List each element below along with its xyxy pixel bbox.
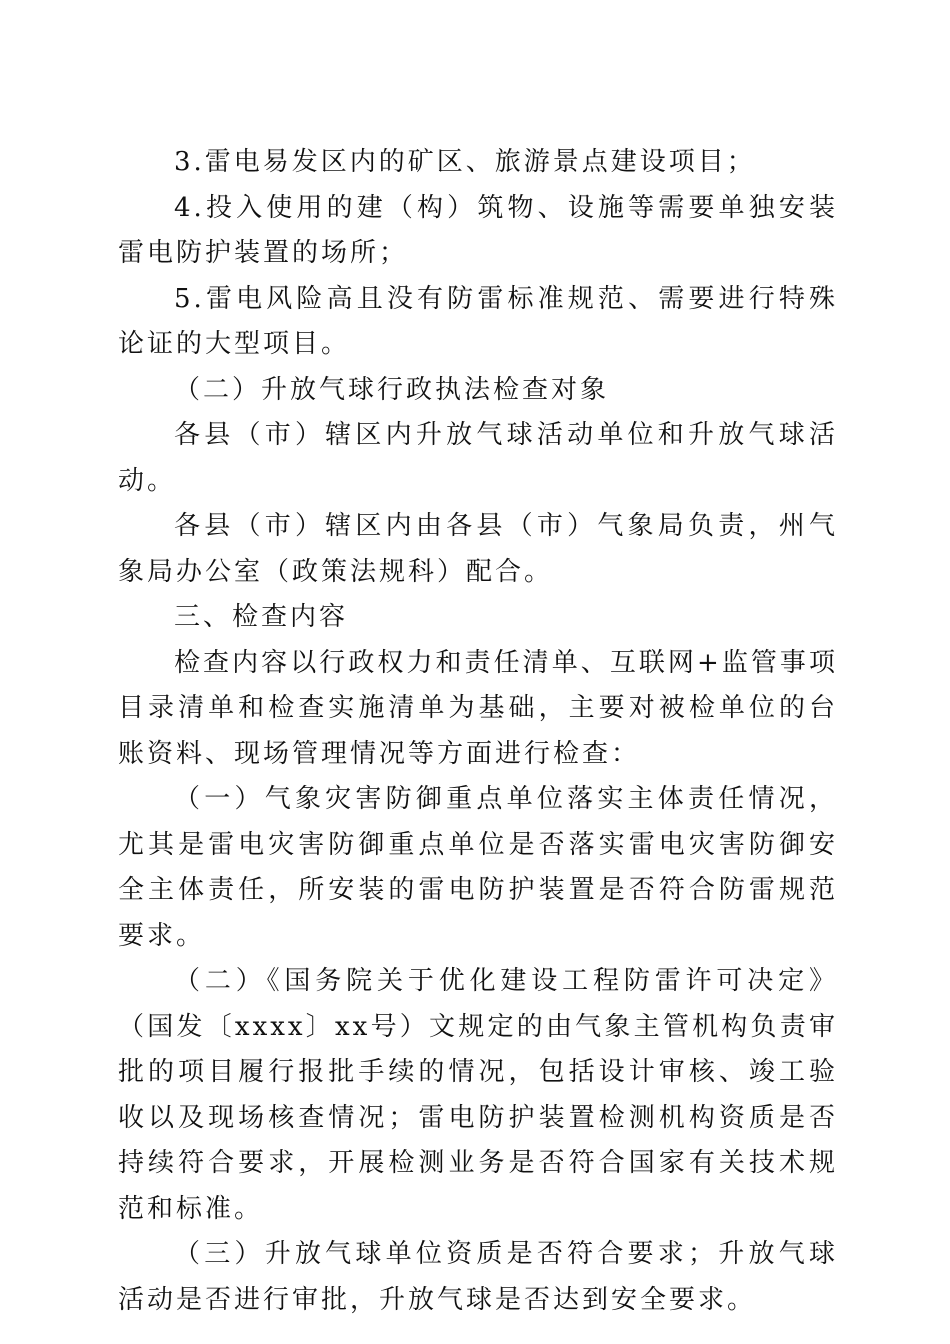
list-item-3: 3.雷电易发区内的矿区、旅游景点建设项目； bbox=[174, 147, 756, 177]
list-item-5: 5.雷电风险高且没有防雷标准规范、需要进行特殊论证的大型项目。 bbox=[118, 283, 838, 359]
paragraph-balloon-scope: 各县（市）辖区内升放气球活动单位和升放气球活动。 bbox=[118, 420, 838, 496]
paragraph-inspection-basis: 检查内容以行政权力和责任清单、互联网+监管事项目录清单和检查实施清单为基础，主要对被检单位的台账资料、现场管理情况等方面进行检查： bbox=[118, 647, 838, 769]
document-body bbox=[118, 140, 838, 1323]
list-item-4: 4.投入使用的建（构）筑物、设施等需要单独安装雷电防护装置的场所； bbox=[118, 192, 838, 268]
paragraph-item-2: （二）《国务院关于优化建设工程防雷许可决定》（国发〔xxxx〕xx号）文规定的由气象主管机构负责审批的项目履行报批手续的情况，包括设计审核、竣工验收以及现场核查情况；雷电防护装置检测机构资质是否持续符合要求，开展检测业务是否符合国家有关技术规范和标准。 bbox=[118, 966, 838, 1224]
paragraph-responsibility: 各县（市）辖区内由各县（市）气象局负责，州气象局办公室（政策法规科）配合。 bbox=[118, 511, 838, 587]
subsection-heading-balloon: （二）升放气球行政执法检查对象 bbox=[174, 374, 610, 405]
paragraph-item-3: （三）升放气球单位资质是否符合要求；升放气球活动是否进行审批，升放气球是否达到安全要求。 bbox=[118, 1239, 838, 1315]
paragraph-item-1: （一）气象灾害防御重点单位落实主体责任情况，尤其是雷电灾害防御重点单位是否落实雷电灾害防御安全主体责任，所安装的雷电防护装置是否符合防雷规范要求。 bbox=[118, 784, 838, 951]
section-heading-inspection-content: 三、检查内容 bbox=[174, 602, 349, 632]
